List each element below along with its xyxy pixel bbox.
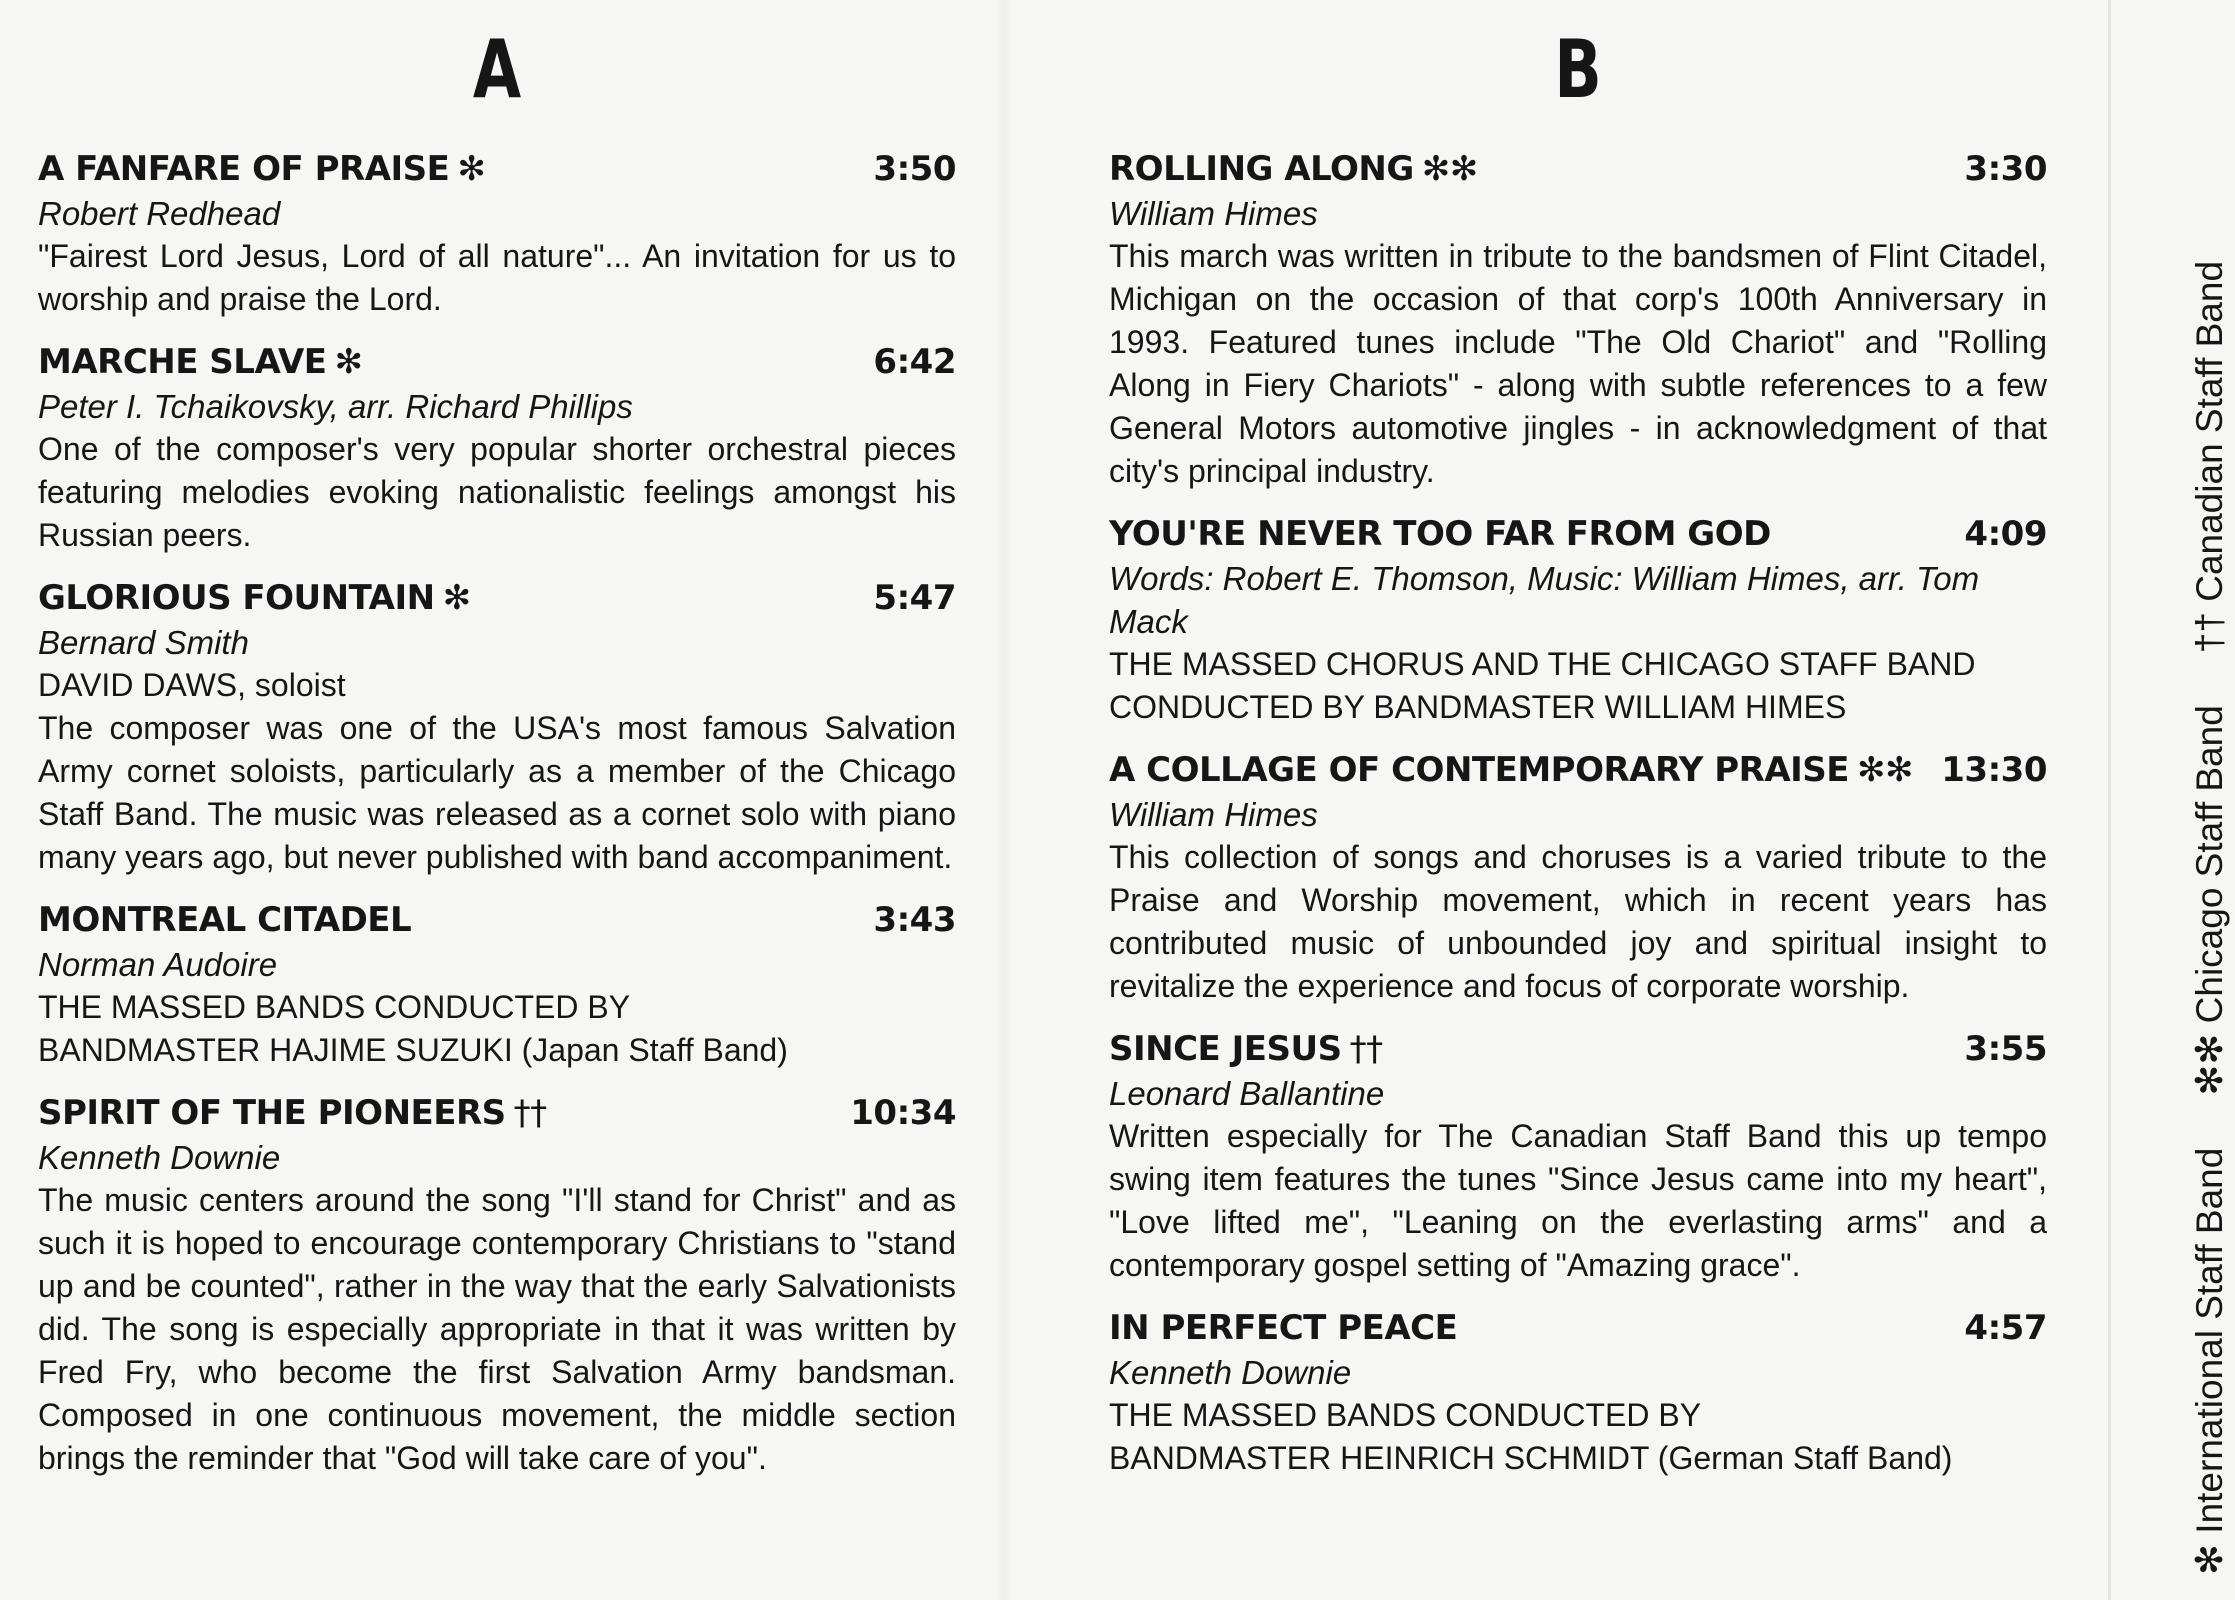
track-credits [1109, 1394, 2047, 1480]
track-description: The music centers around the song "I'll stand for Christ" and as such it is hoped to encourage contemporary Christians to "stand up and be counted", rather in the way that the early Salvationists did. The song is especially appropriate in that it was written by Fred Fry, who become the first Salvation Army bandsman. Composed in one continuous movement, the middle section brings the reminder that "God will take care of you". [38, 1182, 956, 1476]
track-composer: Robert Redhead [38, 195, 281, 232]
track-title-group [1109, 1026, 1383, 1072]
track-credits [38, 986, 956, 1072]
legend-item-chicago [2188, 705, 2232, 1095]
track-entry [1109, 511, 2047, 729]
track-description: "Fairest Lord Jesus, Lord of all nature"... An invitation for us to worship and praise the Lord. [38, 238, 956, 317]
legend-item-international [2188, 1148, 2232, 1575]
track-entry [38, 575, 956, 879]
legend-symbol: †† [2189, 612, 2230, 654]
band-marker: ✻ [457, 149, 486, 189]
track-title-group [38, 1090, 547, 1136]
track-description: This collection of songs and choruses is a varied tribute to the Praise and Worship movement, which in recent years has contributed music of unbounded joy and spiritual insight to revitalize the experience and focus of corporate worship. [1109, 839, 2047, 1004]
credit-line: BANDMASTER HEINRICH SCHMIDT (German Staff Band) [1109, 1440, 1953, 1476]
track-header [1109, 511, 2047, 557]
track-composer: Words: Robert E. Thomson, Music: William Himes, arr. Tom Mack [1109, 560, 1980, 640]
legend-symbol: ✻✻ [2189, 1033, 2230, 1096]
credit-line: THE MASSED BANDS CONDUCTED BY [1109, 1397, 1702, 1433]
track-title: IN PERFECT PEACE [1109, 1308, 1458, 1348]
band-legend [2188, 261, 2232, 1575]
track-duration: 10:34 [850, 1093, 956, 1133]
legend-label: International Staff Band [2189, 1147, 2230, 1534]
track-duration: 3:55 [1964, 1029, 2047, 1069]
track-description: This march was written in tribute to the bandsmen of Flint Citadel, Michigan on the occasion of that corp's 100th Anniversary in 1993. Featured tunes include "The Old Chariot" and "Rolling Along in Fiery Chariots" - along with subtle references to a few General Motors automotive jingles - in acknowledgment of that city's principal industry. [1109, 238, 2047, 489]
band-marker: ✻✻ [1857, 750, 1914, 790]
track-header [38, 146, 956, 192]
track-title-group [1109, 146, 1478, 192]
track-title-group [38, 146, 485, 192]
track-duration: 3:43 [873, 900, 956, 940]
track-duration: 5:47 [873, 578, 956, 618]
track-description: One of the composer's very popular shorter orchestral pieces featuring melodies evoking nationalistic feelings amongst his Russian peers. [38, 431, 956, 553]
track-credits [38, 664, 956, 707]
track-composer: Peter I. Tchaikovsky, arr. Richard Phillips [38, 388, 633, 425]
track-title-group [1109, 511, 1771, 557]
credit-line: BANDMASTER HAJIME SUZUKI (Japan Staff Band) [38, 1032, 788, 1068]
track-entry [38, 1090, 956, 1480]
track-credits [1109, 643, 2047, 729]
track-composer: Kenneth Downie [1109, 1354, 1352, 1391]
legend-label: Chicago Staff Band [2189, 705, 2230, 1024]
track-duration: 4:57 [1964, 1308, 2047, 1348]
track-title: YOU'RE NEVER TOO FAR FROM GOD [1109, 514, 1771, 554]
track-title-group [1109, 747, 1913, 793]
track-composer: Leonard Ballantine [1109, 1075, 1385, 1112]
side-b-letter: B [1554, 23, 1602, 116]
band-marker: ✻ [334, 342, 363, 382]
credit-line: THE MASSED CHORUS AND THE CHICAGO STAFF BAND [1109, 646, 1976, 682]
track-header [1109, 1026, 2047, 1072]
track-description: Written especially for The Canadian Staff Band this up tempo swing item features the tunes "Since Jesus came into my heart", "Love lifted me", "Leaning on the everlasting arms" and a contemporary gospel setting of "Amazing grace". [1109, 1118, 2047, 1283]
side-a-track-list [38, 146, 956, 1480]
track-duration: 13:30 [1941, 750, 2047, 790]
band-marker: ✻✻ [1421, 149, 1478, 189]
track-entry [1109, 1305, 2047, 1480]
track-composer: Bernard Smith [38, 624, 249, 661]
track-header [1109, 146, 2047, 192]
track-header [38, 897, 956, 943]
credit-line: THE MASSED BANDS CONDUCTED BY [38, 989, 631, 1025]
track-entry [1109, 1026, 2047, 1287]
track-title: SINCE JESUS [1109, 1029, 1342, 1069]
spine-fold [2108, 0, 2111, 1600]
band-marker: †† [513, 1093, 547, 1133]
track-title: GLORIOUS FOUNTAIN [38, 578, 435, 618]
track-title-group [1109, 1305, 1457, 1351]
side-a-panel [38, 20, 956, 1498]
track-title: MARCHE SLAVE [38, 342, 327, 382]
side-b-track-list [1109, 146, 2047, 1480]
track-title: MONTREAL CITADEL [38, 900, 412, 940]
legend-symbol: ✻ [2189, 1543, 2230, 1575]
track-duration: 3:50 [873, 149, 956, 189]
track-composer: William Himes [1109, 796, 1318, 833]
track-description: The composer was one of the USA's most famous Salvation Army cornet soloists, particularly as a member of the Chicago Staff Band. The music was released as a cornet solo with piano many years ago, but never published with band accompaniment. [38, 710, 956, 875]
track-duration: 3:30 [1964, 149, 2047, 189]
track-title: A COLLAGE OF CONTEMPORARY PRAISE [1109, 750, 1850, 790]
track-title: ROLLING ALONG [1109, 149, 1414, 189]
track-entry [38, 339, 956, 557]
track-entry [1109, 747, 2047, 1008]
band-marker: †† [1349, 1029, 1383, 1069]
credit-line: CONDUCTED BY BANDMASTER WILLIAM HIMES [1109, 689, 1847, 725]
track-duration: 4:09 [1964, 514, 2047, 554]
track-entry [38, 146, 956, 321]
side-b-panel [1109, 20, 2047, 1498]
track-entry [38, 897, 956, 1072]
track-header [38, 339, 956, 385]
track-header [38, 1090, 956, 1136]
track-header [1109, 747, 2047, 793]
track-header [1109, 1305, 2047, 1351]
band-marker: ✻ [442, 578, 471, 618]
track-entry [1109, 146, 2047, 493]
panel-fold [996, 0, 1012, 1600]
credit-line: DAVID DAWS, soloist [38, 667, 346, 703]
track-composer: Norman Audoire [38, 946, 278, 983]
legend-label: Canadian Staff Band [2189, 260, 2230, 602]
track-header [38, 575, 956, 621]
track-title: SPIRIT OF THE PIONEERS [38, 1093, 506, 1133]
track-title-group [38, 339, 363, 385]
track-title-group [38, 575, 471, 621]
track-composer: William Himes [1109, 195, 1318, 232]
track-title: A FANFARE OF PRAISE [38, 149, 450, 189]
legend-item-canadian [2188, 261, 2232, 653]
side-a-letter: A [472, 23, 522, 116]
track-title-group [38, 897, 411, 943]
track-composer: Kenneth Downie [38, 1139, 281, 1176]
track-duration: 6:42 [873, 342, 956, 382]
